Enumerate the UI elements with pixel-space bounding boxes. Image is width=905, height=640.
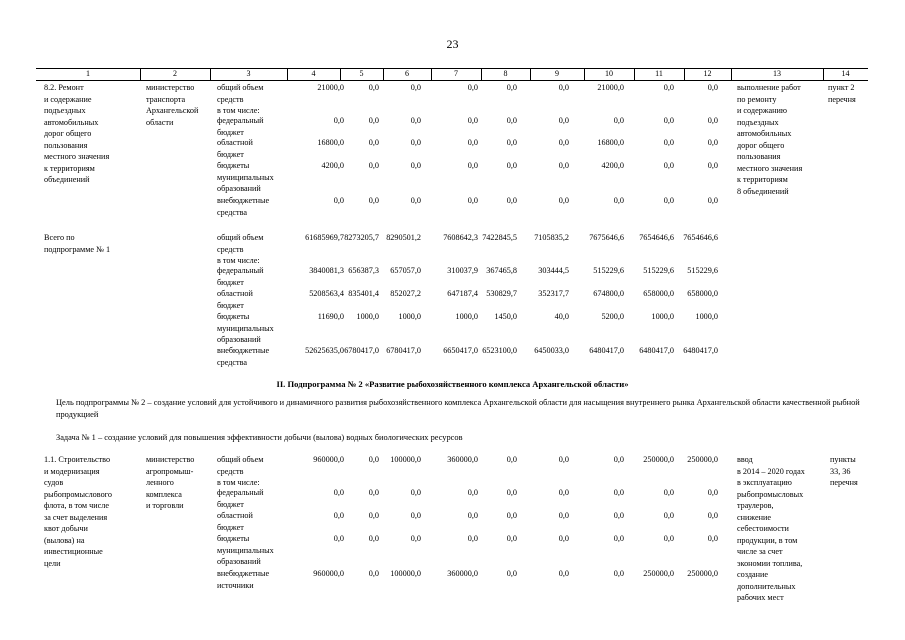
funding-value-cell: 21000,0 <box>597 83 624 92</box>
funding-value-cell: 0,0 <box>558 488 569 497</box>
funding-value-cell: 0,0 <box>558 534 569 543</box>
funding-value-cell: 0,0 <box>467 83 478 92</box>
funding-value-cell: 0,0 <box>410 196 421 205</box>
funding-value-cell: 960000,0 <box>313 569 344 578</box>
funding-value-cell: 0,0 <box>506 455 517 464</box>
funding-value-cell: 0,0 <box>663 196 674 205</box>
funding-value-cell: 100000,0 <box>390 569 421 578</box>
funding-value-cell: 0,0 <box>506 534 517 543</box>
funding-value-cell: 7105835,2 <box>534 233 569 242</box>
funding-value-cell: 0,0 <box>707 116 718 125</box>
column-header: 9 <box>555 69 559 78</box>
funding-value-cell: 0,0 <box>368 83 379 92</box>
funding-value-cell: 0,0 <box>410 116 421 125</box>
funding-source-label: общий объем средств <box>217 233 264 254</box>
funding-value-cell: 0,0 <box>707 83 718 92</box>
funding-value-cell: 61685969,7 <box>305 233 344 242</box>
funding-source-label: общий объем средств <box>217 455 264 476</box>
funding-value-cell: 6480417,0 <box>683 346 718 355</box>
funding-value-cell: 0,0 <box>467 138 478 147</box>
goal-paragraph <box>56 397 866 420</box>
funding-value-cell: 0,0 <box>368 569 379 578</box>
funding-source-label: федеральный бюджет <box>217 116 264 137</box>
funding-value-cell: 0,0 <box>707 161 718 170</box>
funding-value-cell: 6450033,0 <box>534 346 569 355</box>
funding-value-cell: 530829,7 <box>486 289 517 298</box>
funding-value-cell: 7654646,6 <box>683 233 718 242</box>
funding-value-cell: 0,0 <box>410 83 421 92</box>
goal-text: Цель подпрограммы № 2 – создание условий для устойчивого и динамичного развития рыбохозяйственного комплекса Архангельской области для насыщения внутреннего рынка Архангельской области качественной рыбной продукцией <box>56 398 860 419</box>
funding-value-cell: 40,0 <box>554 312 569 321</box>
column-header: 12 <box>703 69 712 78</box>
funding-value-cell: 0,0 <box>506 511 517 520</box>
funding-value-cell: 21000,0 <box>317 83 344 92</box>
funding-value-cell: 52625635,0 <box>305 346 344 355</box>
page-number: 23 <box>446 37 459 51</box>
funding-value-cell: 656387,3 <box>348 266 379 275</box>
funding-value-cell: 674800,0 <box>593 289 624 298</box>
funding-value-cell: 0,0 <box>410 138 421 147</box>
column-header: 11 <box>655 69 663 78</box>
funding-value-cell: 7422845,5 <box>482 233 517 242</box>
executor-name: министерство агропромыш- ленного комплекса и торговли <box>146 455 195 510</box>
column-header: 5 <box>359 69 364 78</box>
funding-value-cell: 5208563,4 <box>309 289 344 298</box>
funding-value-cell: 0,0 <box>368 511 379 520</box>
executor-name: министерство транспорта Архангельской области <box>146 83 199 127</box>
funding-value-cell: 0,0 <box>506 161 517 170</box>
funding-value-cell: 0,0 <box>333 488 344 497</box>
funding-value-cell: 960000,0 <box>313 455 344 464</box>
funding-value-cell: 6523100,0 <box>482 346 517 355</box>
funding-value-cell: 0,0 <box>467 116 478 125</box>
funding-value-cell: 303444,5 <box>538 266 569 275</box>
funding-value-cell: 0,0 <box>506 138 517 147</box>
funding-source-label: бюджеты муниципальных образований <box>217 312 274 344</box>
measure-name: 8.2. Ремонт и содержание подъездных автомобильных дорог общего пользования местного значения к территориям объединений <box>44 83 110 184</box>
funding-value-cell: 0,0 <box>663 534 674 543</box>
funding-value-cell: 0,0 <box>467 488 478 497</box>
funding-value-cell: 6650417,0 <box>443 346 478 355</box>
funding-value-cell: 0,0 <box>613 488 624 497</box>
funding-value-cell: 0,0 <box>506 83 517 92</box>
funding-value-cell: 647187,4 <box>447 289 478 298</box>
funding-value-cell: 0,0 <box>368 455 379 464</box>
funding-value-cell: 0,0 <box>368 161 379 170</box>
funding-value-cell: 6780417,0 <box>344 346 379 355</box>
funding-value-cell: 0,0 <box>368 196 379 205</box>
list-reference: пункты 33, 36 перечня <box>830 455 858 487</box>
funding-value-cell: 515229,6 <box>687 266 718 275</box>
funding-value-cell: 852027,2 <box>390 289 421 298</box>
funding-source-label: областной бюджет <box>217 138 253 159</box>
column-header: 3 <box>246 69 251 78</box>
funding-value-cell: 360000,0 <box>447 569 478 578</box>
measure-name: Всего по подпрограмме № 1 <box>44 233 111 254</box>
funding-value-cell: 7608642,3 <box>443 233 478 242</box>
funding-value-cell: 0,0 <box>558 455 569 464</box>
funding-source-label: бюджеты муниципальных образований <box>217 161 274 193</box>
funding-value-cell: 1000,0 <box>695 312 718 321</box>
funding-value-cell: 0,0 <box>368 534 379 543</box>
funding-value-cell: 4200,0 <box>321 161 344 170</box>
funding-value-cell: 1000,0 <box>455 312 478 321</box>
funding-value-cell: 0,0 <box>707 511 718 520</box>
funding-value-cell: 250000,0 <box>643 569 674 578</box>
column-header: 14 <box>841 69 850 78</box>
funding-value-cell: 250000,0 <box>687 455 718 464</box>
funding-value-cell: 310037,9 <box>447 266 478 275</box>
funding-value-cell: 0,0 <box>410 488 421 497</box>
funding-value-cell: 0,0 <box>663 138 674 147</box>
funding-value-cell: 0,0 <box>506 116 517 125</box>
funding-value-cell: 0,0 <box>368 138 379 147</box>
funding-value-cell: 0,0 <box>506 569 517 578</box>
funding-value-cell: 658000,0 <box>687 289 718 298</box>
funding-source-label: в том числе: <box>217 256 260 265</box>
expected-result: выполнение работ по ремонту и содержанию подъездных автомобильных дорог общего пользования местного значения к территориям 8 объединений <box>737 83 803 196</box>
funding-value-cell: 0,0 <box>506 488 517 497</box>
funding-value-cell: 515229,6 <box>643 266 674 275</box>
column-header: 2 <box>173 69 177 78</box>
funding-value-cell: 0,0 <box>613 511 624 520</box>
funding-value-cell: 0,0 <box>663 488 674 497</box>
funding-value-cell: 11690,0 <box>317 312 344 321</box>
column-header: 6 <box>405 69 409 78</box>
section-title: II. Подпрограмма № 2 «Развитие рыбохозяйственного комплекса Архангельской области» <box>276 379 629 389</box>
measure-name: 1.1. Строительство и модернизация судов рыбопромыслового флота, в том числе за счет выделения квот добычи (вылова) на инвестиционные цели <box>44 455 112 568</box>
funding-value-cell: 250000,0 <box>687 569 718 578</box>
funding-value-cell: 657057,0 <box>390 266 421 275</box>
funding-value-cell: 0,0 <box>333 534 344 543</box>
funding-value-cell: 0,0 <box>368 116 379 125</box>
funding-value-cell: 16800,0 <box>317 138 344 147</box>
funding-value-cell: 0,0 <box>558 511 569 520</box>
column-header: 8 <box>503 69 508 78</box>
funding-value-cell: 0,0 <box>613 569 624 578</box>
funding-source-label: федеральный бюджет <box>217 266 264 287</box>
funding-source-label: внебюджетные средства <box>217 196 270 217</box>
funding-value-cell: 352317,7 <box>538 289 569 298</box>
funding-value-cell: 7675646,6 <box>589 233 624 242</box>
funding-value-cell: 0,0 <box>558 161 569 170</box>
funding-value-cell: 6480417,0 <box>639 346 674 355</box>
column-header: 4 <box>311 69 316 78</box>
funding-source-label: федеральный бюджет <box>217 488 264 509</box>
funding-value-cell: 1000,0 <box>356 312 379 321</box>
funding-value-cell: 1000,0 <box>651 312 674 321</box>
funding-source-label: областной бюджет <box>217 289 253 310</box>
column-header: 13 <box>773 69 781 78</box>
funding-value-cell: 7654646,6 <box>639 233 674 242</box>
funding-value-cell: 0,0 <box>410 161 421 170</box>
funding-value-cell: 360000,0 <box>447 455 478 464</box>
funding-value-cell: 0,0 <box>558 116 569 125</box>
column-header: 7 <box>454 69 458 78</box>
funding-source-label: в том числе: <box>217 478 260 487</box>
column-header: 10 <box>605 69 613 78</box>
funding-value-cell: 1450,0 <box>494 312 517 321</box>
funding-source-label: общий объем средств <box>217 83 264 104</box>
funding-value-cell: 8273205,7 <box>344 233 379 242</box>
funding-value-cell: 6480417,0 <box>589 346 624 355</box>
funding-value-cell: 0,0 <box>663 511 674 520</box>
funding-value-cell: 16800,0 <box>597 138 624 147</box>
funding-value-cell: 0,0 <box>663 116 674 125</box>
funding-value-cell: 0,0 <box>707 196 718 205</box>
funding-source-label: бюджеты муниципальных образований <box>217 534 274 566</box>
task-paragraph <box>56 432 866 444</box>
task-text: Задача № 1 – создание условий для повышения эффективности добычи (вылова) водных биологических ресурсов <box>56 433 463 442</box>
funding-value-cell: 515229,6 <box>593 266 624 275</box>
funding-value-cell: 0,0 <box>707 138 718 147</box>
funding-value-cell: 0,0 <box>707 488 718 497</box>
list-reference: пункт 2 перечня <box>828 83 856 104</box>
funding-value-cell: 0,0 <box>506 196 517 205</box>
funding-value-cell: 367465,8 <box>486 266 517 275</box>
funding-value-cell: 0,0 <box>613 455 624 464</box>
funding-value-cell: 0,0 <box>410 534 421 543</box>
funding-value-cell: 0,0 <box>663 83 674 92</box>
funding-source-label: внебюджетные средства <box>217 346 270 367</box>
funding-value-cell: 0,0 <box>707 534 718 543</box>
funding-value-cell: 0,0 <box>558 196 569 205</box>
funding-value-cell: 1000,0 <box>398 312 421 321</box>
funding-value-cell: 835401,4 <box>348 289 379 298</box>
funding-value-cell: 0,0 <box>558 83 569 92</box>
funding-value-cell: 0,0 <box>467 196 478 205</box>
funding-value-cell: 0,0 <box>613 116 624 125</box>
funding-value-cell: 0,0 <box>663 161 674 170</box>
funding-value-cell: 0,0 <box>368 488 379 497</box>
funding-source-label: областной бюджет <box>217 511 253 532</box>
funding-value-cell: 6780417,0 <box>386 346 421 355</box>
funding-value-cell: 0,0 <box>333 511 344 520</box>
expected-result: ввод в 2014 – 2020 годах в эксплуатацию рыбопромысловых траулеров, снижение себестоимости продукции, в том числе за счет экономии топлива, создание дополнительных рабочих мест <box>737 455 805 602</box>
funding-value-cell: 4200,0 <box>601 161 624 170</box>
funding-value-cell: 3840081,3 <box>309 266 344 275</box>
funding-source-label: внебюджетные источники <box>217 569 270 590</box>
funding-value-cell: 0,0 <box>467 534 478 543</box>
funding-value-cell: 658000,0 <box>643 289 674 298</box>
funding-value-cell: 250000,0 <box>643 455 674 464</box>
funding-value-cell: 0,0 <box>613 534 624 543</box>
funding-value-cell: 0,0 <box>410 511 421 520</box>
funding-value-cell: 0,0 <box>558 569 569 578</box>
funding-value-cell: 8290501,2 <box>386 233 421 242</box>
funding-value-cell: 0,0 <box>558 138 569 147</box>
funding-value-cell: 0,0 <box>333 116 344 125</box>
funding-value-cell: 100000,0 <box>390 455 421 464</box>
funding-value-cell: 0,0 <box>467 511 478 520</box>
funding-value-cell: 0,0 <box>613 196 624 205</box>
funding-value-cell: 5200,0 <box>601 312 624 321</box>
funding-value-cell: 0,0 <box>333 196 344 205</box>
column-header: 1 <box>86 69 90 78</box>
funding-value-cell: 0,0 <box>467 161 478 170</box>
funding-source-label: в том числе: <box>217 106 260 115</box>
